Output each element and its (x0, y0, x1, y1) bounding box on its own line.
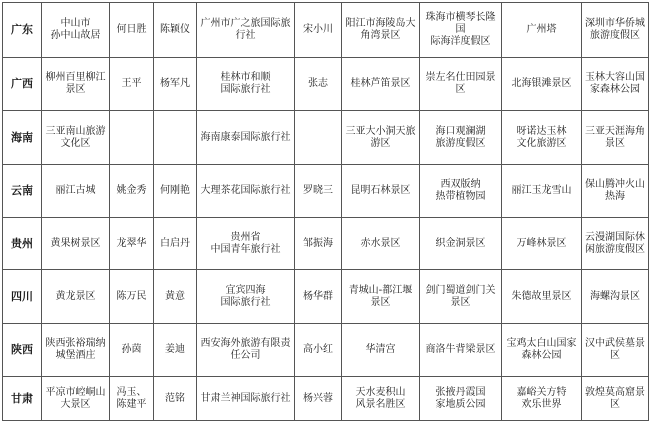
province-cell: 甘肃 (3, 377, 42, 421)
table-cell: 三亚天涯海角 景区 (582, 111, 649, 165)
table-cell: 陈万民 (110, 270, 154, 324)
table-cell: 嘉峪关方特 欢乐世界 (502, 377, 582, 421)
table-cell: 丽江玉龙雪山 (502, 165, 582, 218)
table-cell: 云漫湖国际休 闲旅游度假区 (582, 218, 649, 270)
table-cell: 阳江市海陵岛大 角湾景区 (342, 3, 420, 58)
table-cell: 珠海市横琴长隆国 际海洋度假区 (420, 3, 502, 58)
table-cell: 保山腾冲火山 热海 (582, 165, 649, 218)
table-cell: 北海银滩景区 (502, 58, 582, 111)
table-cell: 青城山-都江堰 景区 (342, 270, 420, 324)
table-cell: 宝鸡太白山国家 森林公园 (502, 324, 582, 377)
table-row (3, 377, 649, 421)
province-cell: 陕西 (3, 324, 42, 377)
table-cell: 柳州百里柳江 景区 (42, 58, 110, 111)
table-row (3, 270, 649, 324)
table-cell: 广州市广之旅国际旅 行社 (197, 3, 295, 58)
table-cell: 商洛牛背梁景区 (420, 324, 502, 377)
table-cell: 张掖丹霞国 家地质公园 (420, 377, 502, 421)
province-cell: 四川 (3, 270, 42, 324)
table-cell: 呀诺达玉林 文化旅游区 (502, 111, 582, 165)
table-cell: 杨华群 (295, 270, 342, 324)
table-cell: 何刚艳 (154, 165, 197, 218)
table-cell: 杨军凡 (154, 58, 197, 111)
table-cell: 高小红 (295, 324, 342, 377)
table-cell (154, 111, 197, 165)
province-cell: 广东 (3, 3, 42, 58)
table-cell: 赤水景区 (342, 218, 420, 270)
province-cell: 贵州 (3, 218, 42, 270)
table-cell: 三亚南山旅游 文化区 (42, 111, 110, 165)
table-cell: 深圳市华侨城 旅游度假区 (582, 3, 649, 58)
table-cell (295, 111, 342, 165)
table-cell: 黄龙景区 (42, 270, 110, 324)
table-cell: 西安海外旅游有限责 任公司 (197, 324, 295, 377)
table-cell: 张志 (295, 58, 342, 111)
table-cell: 朱德故里景区 (502, 270, 582, 324)
table-cell: 陕西张裕瑞纳 城堡酒庄 (42, 324, 110, 377)
table-cell: 玉林大容山国 家森林公园 (582, 58, 649, 111)
table-row (3, 165, 649, 218)
table-cell: 贵州省 中国青年旅行社 (197, 218, 295, 270)
table-cell: 罗晓三 (295, 165, 342, 218)
table-cell: 宜宾四海 国际旅行社 (197, 270, 295, 324)
table-cell: 中山市 孙中山故居 (42, 3, 110, 58)
table-cell: 黄意 (154, 270, 197, 324)
table-cell: 海螺沟景区 (582, 270, 649, 324)
award-table (2, 2, 649, 421)
table-row (3, 111, 649, 165)
table-cell: 海口观澜湖 旅游度假区 (420, 111, 502, 165)
table-cell: 桂林芦笛景区 (342, 58, 420, 111)
table-cell: 邹振海 (295, 218, 342, 270)
table-cell: 西双版纳 热带植物园 (420, 165, 502, 218)
table-cell: 宋小川 (295, 3, 342, 58)
table-cell: 万峰林景区 (502, 218, 582, 270)
table-cell: 崇左名仕田园景区 (420, 58, 502, 111)
table-cell: 姚金秀 (110, 165, 154, 218)
table-cell: 昆明石林景区 (342, 165, 420, 218)
table-cell: 陈颖仪 (154, 3, 197, 58)
table-cell: 姜迪 (154, 324, 197, 377)
province-cell: 海南 (3, 111, 42, 165)
table-cell: 海南康泰国际旅行社 (197, 111, 295, 165)
table-cell: 龙翠华 (110, 218, 154, 270)
table-cell: 织金洞景区 (420, 218, 502, 270)
table-cell (110, 111, 154, 165)
table-cell: 王平 (110, 58, 154, 111)
table-row (3, 58, 649, 111)
table-cell: 冯玉、 陈建平 (110, 377, 154, 421)
table-cell: 天水麦积山 风景名胜区 (342, 377, 420, 421)
table-cell: 华清宫 (342, 324, 420, 377)
table-cell: 孙茵 (110, 324, 154, 377)
table-cell: 敦煌莫高窟景 区 (582, 377, 649, 421)
table-cell: 大理茶花国际旅行社 (197, 165, 295, 218)
table-cell: 杨兴蓉 (295, 377, 342, 421)
table-cell: 平凉市崆峒山 大景区 (42, 377, 110, 421)
province-cell: 广西 (3, 58, 42, 111)
table-cell: 广州塔 (502, 3, 582, 58)
table-cell: 三亚大小洞天旅 游区 (342, 111, 420, 165)
province-cell: 云南 (3, 165, 42, 218)
table-cell: 何日胜 (110, 3, 154, 58)
table-cell: 范铭 (154, 377, 197, 421)
table-row (3, 218, 649, 270)
table-cell: 甘肃兰神国际旅行社 (197, 377, 295, 421)
table-cell: 汉中武侯墓景 区 (582, 324, 649, 377)
table-row (3, 3, 649, 58)
table-cell: 白启丹 (154, 218, 197, 270)
table-cell: 丽江古城 (42, 165, 110, 218)
table-row (3, 324, 649, 377)
table-cell: 桂林市和顺 国际旅行社 (197, 58, 295, 111)
table-cell: 黄果树景区 (42, 218, 110, 270)
table-cell: 剑门蜀道剑门关 景区 (420, 270, 502, 324)
